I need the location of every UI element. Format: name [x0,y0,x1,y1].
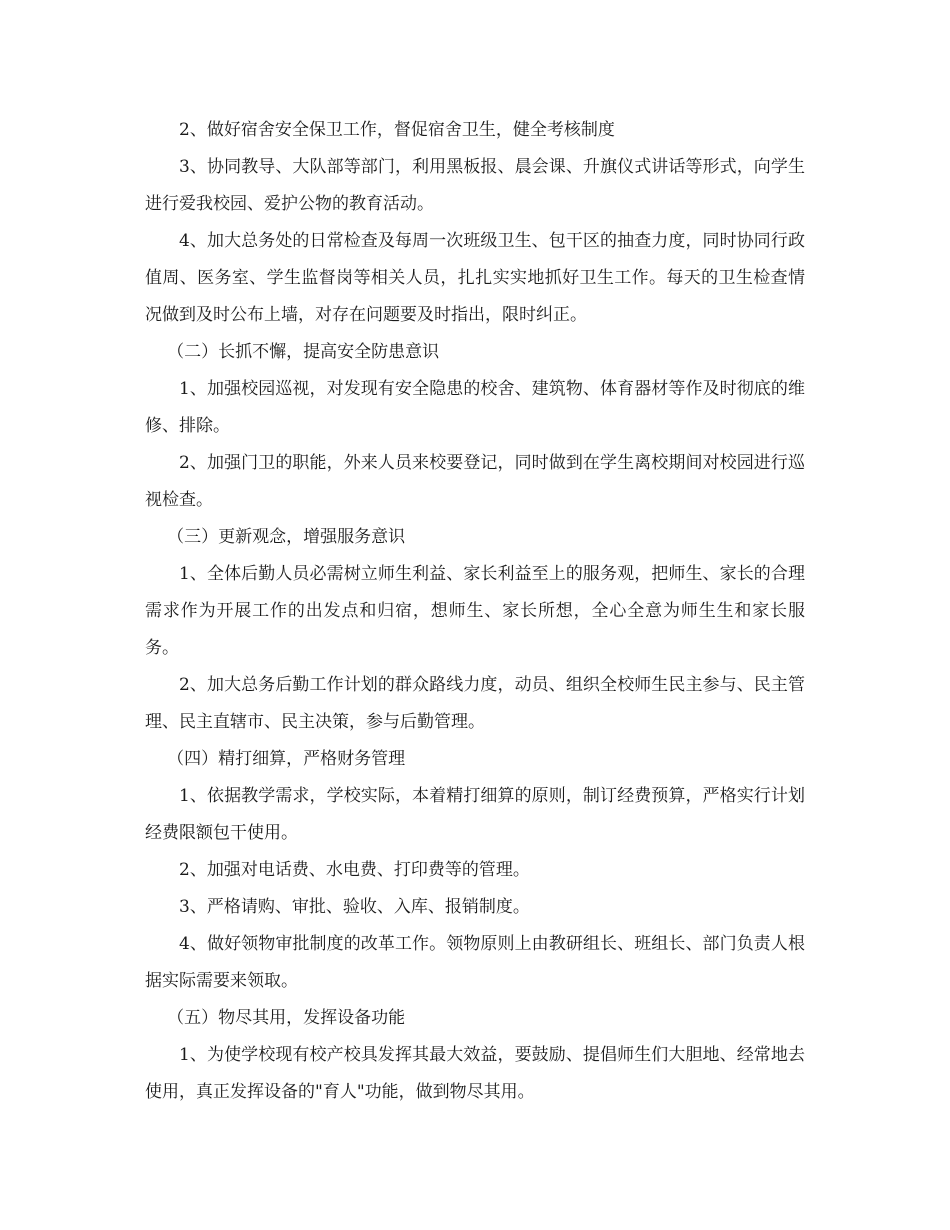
section-heading: （五）物尽其用，发挥设备功能 [167,1008,406,1028]
section-heading: （四）精打细算，严格财务管理 [167,749,406,769]
list-item: 4、做好领物审批制度的改革工作。领物原则上由教研组长、班组长、部门负责人根据实际需要来领取。 [145,934,805,991]
list-item: 2、做好宿舍安全保卫工作，督促宿舍卫生，健全考核制度 [179,120,615,140]
list-item: 1、全体后勤人员必需树立师生利益、家长利益至上的服务观，把师生、家长的合理需求作为开展工作的出发点和归宿，想师生、家长所想，全心全意为师生生和家长服务。 [145,564,805,658]
list-item: 2、加强门卫的职能，外来人员来校要登记，同时做到在学生离校期间对校园进行巡视检查。 [145,453,805,510]
section-heading: （三）更新观念，增强服务意识 [167,527,406,547]
document-body [145,112,805,1111]
list-item: 1、依据教学需求，学校实际，本着精打细算的原则，制订经费预算，严格实行计划经费限额包干使用。 [145,786,805,843]
list-item: 4、加大总务处的日常检查及每周一次班级卫生、包干区的抽查力度，同时协同行政值周、医务室、学生监督岗等相关人员，扎扎实实地抓好卫生工作。每天的卫生检查情况做到及时公布上墙，对存在问题要及时指出，限时纠正。 [145,231,805,325]
list-item: 1、为使学校现有校产校具发挥其最大效益，要鼓励、提倡师生们大胆地、经常地去使用，真正发挥设备的"育人"功能，做到物尽其用。 [145,1045,805,1102]
list-item: 3、严格请购、审批、验收、入库、报销制度。 [179,897,530,917]
section-heading: （二）长抓不懈，提高安全防患意识 [167,342,440,362]
list-item: 3、协同教导、大队部等部门，利用黑板报、晨会课、升旗仪式讲话等形式，向学生进行爱我校园、爱护公物的教育活动。 [145,157,805,214]
list-item: 2、加强对电话费、水电费、打印费等的管理。 [179,860,530,880]
list-item: 2、加大总务后勤工作计划的群众路线力度，动员、组织全校师生民主参与、民主管理、民主直辖市、民主决策，参与后勤管理。 [145,675,805,732]
list-item: 1、加强校园巡视，对发现有安全隐患的校舍、建筑物、体育器材等作及时彻底的维修、排除。 [145,379,805,436]
